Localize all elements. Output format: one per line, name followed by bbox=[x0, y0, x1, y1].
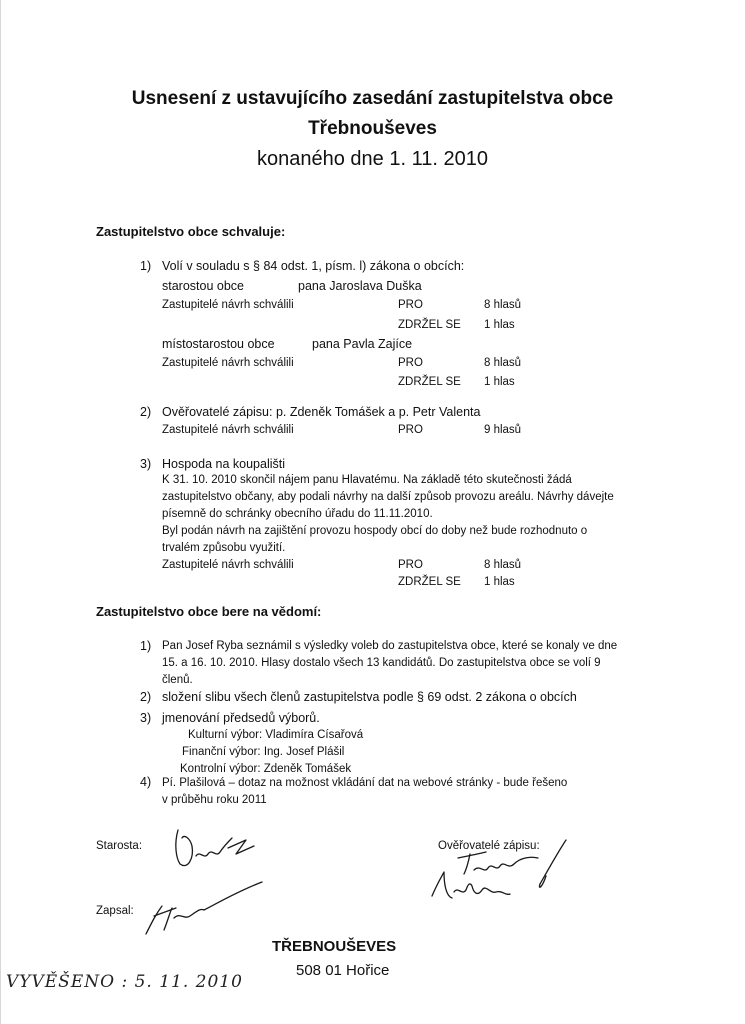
item-number: 2) bbox=[140, 405, 152, 419]
recorder-label: Zapsal: bbox=[96, 905, 134, 917]
stamp-line-2: 508 01 Hořice bbox=[296, 962, 390, 979]
mayor-label: Starosta: bbox=[96, 840, 143, 852]
item-text: Volí v souladu s § 84 odst. 1, písm. l) zákona o obcích: bbox=[162, 259, 465, 273]
vote-label: Zastupitelé návrh schválili bbox=[162, 357, 294, 369]
vote-pro-count: 8 hlasů bbox=[484, 559, 522, 571]
vote-pro-count: 8 hlasů bbox=[484, 357, 522, 369]
vote-abstain-count: 1 hlas bbox=[484, 376, 515, 388]
mayor-name: pana Jaroslava Duška bbox=[298, 279, 422, 293]
committee-line: Finanční výbor: Ing. Josef Plášil bbox=[182, 746, 345, 758]
item-text-line: trvalém způsobu využití. bbox=[162, 542, 286, 554]
committee-line: Kulturní výbor: Vladimíra Císařová bbox=[188, 729, 364, 741]
section-acknowledges-heading: Zastupitelstvo obce bere na vědomí: bbox=[96, 604, 322, 619]
item-number: 3) bbox=[140, 457, 152, 471]
item-text: složení slibu všech členů zastupitelstva podle § 69 odst. 2 zákona o obcích bbox=[162, 690, 577, 704]
section-approves-heading: Zastupitelstvo obce schvaluje: bbox=[96, 224, 286, 239]
item-text-line: 15. a 16. 10. 2010. Hlasy dostalo všech 13 kandidátů. Do zastupitelstva obce se volí 9 bbox=[162, 657, 601, 669]
item-number: 1) bbox=[140, 639, 152, 653]
vote-abstain-count: 1 hlas bbox=[484, 319, 515, 331]
item-text: Ověřovatelé zápisu: p. Zdeněk Tomášek a p. Petr Valenta bbox=[162, 405, 481, 419]
verifiers-signatures bbox=[422, 836, 572, 916]
vote-pro: PRO bbox=[398, 424, 423, 436]
recorder-signature bbox=[136, 878, 276, 940]
role-deputy-mayor: místostarostou obce bbox=[162, 337, 275, 351]
vote-pro-count: 8 hlasů bbox=[484, 299, 522, 311]
verifiers-label: Ověřovatelé zápisu: bbox=[438, 840, 540, 852]
item-text-line: zastupitelstvo občany, aby podali návrhy na další způsob provozu areálu. Návrhy dávejte bbox=[162, 491, 614, 503]
item-number: 1) bbox=[140, 259, 152, 273]
vote-abstain: ZDRŽEL SE bbox=[398, 319, 461, 331]
item-text-line: K 31. 10. 2010 skončil nájem panu Hlavatému. Na základě této skutečnosti žádá bbox=[162, 474, 572, 486]
title-line-1: Usnesení z ustavujícího zasedání zastupitelstva obce bbox=[131, 88, 614, 109]
vote-label: Zastupitelé návrh schválili bbox=[162, 424, 294, 436]
role-mayor: starostou obce bbox=[162, 279, 244, 293]
vote-pro: PRO bbox=[398, 559, 423, 571]
item-title: Hospoda na koupališti bbox=[162, 457, 285, 471]
item-number: 4) bbox=[140, 775, 152, 789]
item-number: 3) bbox=[140, 711, 152, 725]
mayor-signature bbox=[170, 824, 270, 874]
committee-line: Kontrolní výbor: Zdeněk Tomášek bbox=[180, 763, 352, 775]
posted-note: VYVĚŠENO : 5. 11. 2010 bbox=[6, 972, 243, 992]
vote-abstain-count: 1 hlas bbox=[484, 576, 515, 588]
vote-pro: PRO bbox=[398, 299, 423, 311]
item-text-line: písemně do schránky obecního úřadu do 11.11.2010. bbox=[162, 508, 433, 520]
item-text-line: členů. bbox=[162, 674, 193, 686]
vote-abstain: ZDRŽEL SE bbox=[398, 576, 461, 588]
title-line-2: Třebnouševes bbox=[308, 118, 437, 139]
item-text-line: Pí. Plašilová – dotaz na možnost vkládání dat na webové stránky - bude řešeno bbox=[162, 777, 568, 789]
item-number: 2) bbox=[140, 690, 152, 704]
title-line-3: konaného dne 1. 11. 2010 bbox=[257, 148, 488, 170]
item-text-line: v průběhu roku 2011 bbox=[162, 794, 267, 806]
stamp-line-1: TŘEBNOUŠEVES bbox=[272, 938, 397, 955]
vote-pro-count: 9 hlasů bbox=[484, 424, 522, 436]
item-text-line: Byl podán návrh na zajištění provozu hospody obcí do doby než bude rozhodnuto o bbox=[162, 525, 588, 537]
item-text-line: Pan Josef Ryba seznámil s výsledky voleb do zastupitelstva obce, které se konaly ve dne bbox=[162, 640, 618, 652]
deputy-mayor-name: pana Pavla Zajíce bbox=[312, 337, 413, 351]
vote-label: Zastupitelé návrh schválili bbox=[162, 299, 294, 311]
vote-label: Zastupitelé návrh schválili bbox=[162, 559, 294, 571]
vote-abstain: ZDRŽEL SE bbox=[398, 376, 461, 388]
item-text: jmenování předsedů výborů. bbox=[162, 711, 320, 725]
vote-pro: PRO bbox=[398, 357, 423, 369]
